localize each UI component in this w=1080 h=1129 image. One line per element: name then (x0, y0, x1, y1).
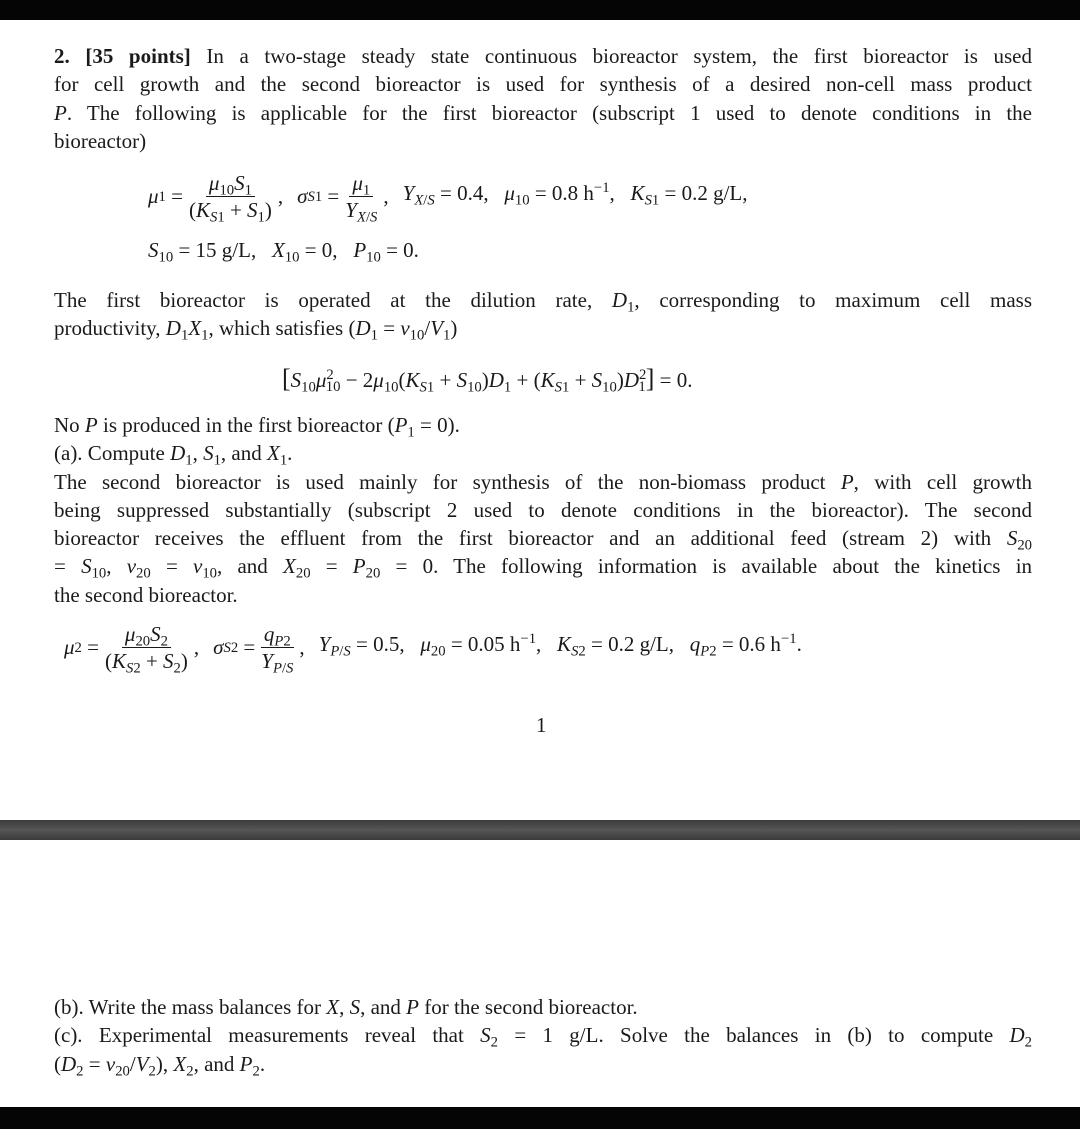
second-line-2: being suppressed substantially (subscript 2 used to denote conditions in the bioreactor). The second (54, 497, 1032, 522)
bioreactor1-feed-conditions: $S_{10} = 15$ g/L, $X_{10} = 0$, $P_{10} = 0$. (148, 238, 419, 266)
parts-b-c (54, 993, 1032, 1078)
dilution-rate-text (54, 286, 1032, 343)
part-a: (a). Compute $D_1$, $S_1$, and $X_1$. (54, 441, 293, 469)
second-line-1: The second bioreactor is used mainly for synthesis of the non-biomass product P, with cell growth (54, 469, 1032, 494)
optimal-dilution-equation: $[S_{10}\mu^2_{10} - 2\mu_{10}(K_{S1} + S_{10})D_1 + (K_{S1} + S_{10})D^2_1] = 0$. (282, 364, 693, 396)
part-b: (b). Write the mass balances for X, S, and P for the second bioreactor. (54, 995, 638, 1019)
intro-line-1: 2. [35 points] In a two-stage steady state continuous bioreactor system, the first bioreactor is used (54, 44, 1032, 68)
intro-line-3: P. The following is applicable for the first bioreactor (subscript 1 used to denote conditions in the (54, 100, 1032, 125)
second-line-5: the second bioreactor. (54, 582, 238, 607)
part-c-line-1: (c). Experimental measurements reveal that $S_2 = 1$ g/L. Solve the balances in (b) to compute $D_2$ (54, 1023, 1032, 1051)
bioreactor1-kinetics-equation: μ 1 = $\frac{\mu_{10}S_1}{(K_{S1} + S_1)}$ , σ S1 = $\frac{\mu_1}{Y_{X/S}}$ , $Y_{X/S} = 0.4$, $\mu_{10} = 0.8$ $h^{-1}$, $K_{S1} = 0.2$ g/L, (148, 171, 748, 226)
second-bioreactor-text (54, 411, 1032, 609)
intro-line-2: for cell growth and the second bioreactor is used for synthesis of a desired non-cell mass product (54, 72, 1032, 97)
no-p-line: No P is produced in the first bioreactor $(P_1 = 0)$. (54, 413, 460, 441)
problem-number: 2. (54, 44, 70, 68)
top-black-bar (0, 0, 1080, 20)
part-c-line-2: $(D_2 = v_{20}/V_2)$, $X_2$, and $P_2$. (54, 1051, 266, 1079)
page-number: 1 (536, 713, 547, 737)
bottom-black-bar (0, 1107, 1080, 1129)
page-separator-bar (0, 820, 1080, 840)
problem-points: [35 points] (85, 44, 191, 68)
bioreactor2-kinetics-equation: μ 2 = $\frac{\mu_{20}S_2}{(K_{S2} + S_2)}$ , σ S2 = $\frac{q_{P2}}{Y_{P/S}}$ , $Y_{P/S} = 0.5$, $\mu_{20} = 0.05$ $h^{-1}$, $K_{S2} = 0.2$ g/L, $q_{P2} = 0.6$ $h^{-1}$. (64, 622, 802, 677)
second-line-3: bioreactor receives the effluent from the first bioreactor and an additional feed (stream 2) with $S_{20}$ (54, 526, 1032, 554)
problem-intro (54, 42, 1032, 155)
dilution-line-1: The first bioreactor is operated at the dilution rate, $D_1$, corresponding to maximum cell mass (54, 288, 1032, 316)
dilution-line-2: productivity, $D_1X_1$, which satisfies $(D_1 = v_{10}/V_1)$ (54, 316, 458, 344)
second-line-4: = $S_{10}$, $v_{20} = v_{10}$, and $X_{20} = P_{20} = 0$. The following information is available about the kinetics in (54, 554, 1033, 582)
intro-line-4: bioreactor) (54, 128, 147, 153)
